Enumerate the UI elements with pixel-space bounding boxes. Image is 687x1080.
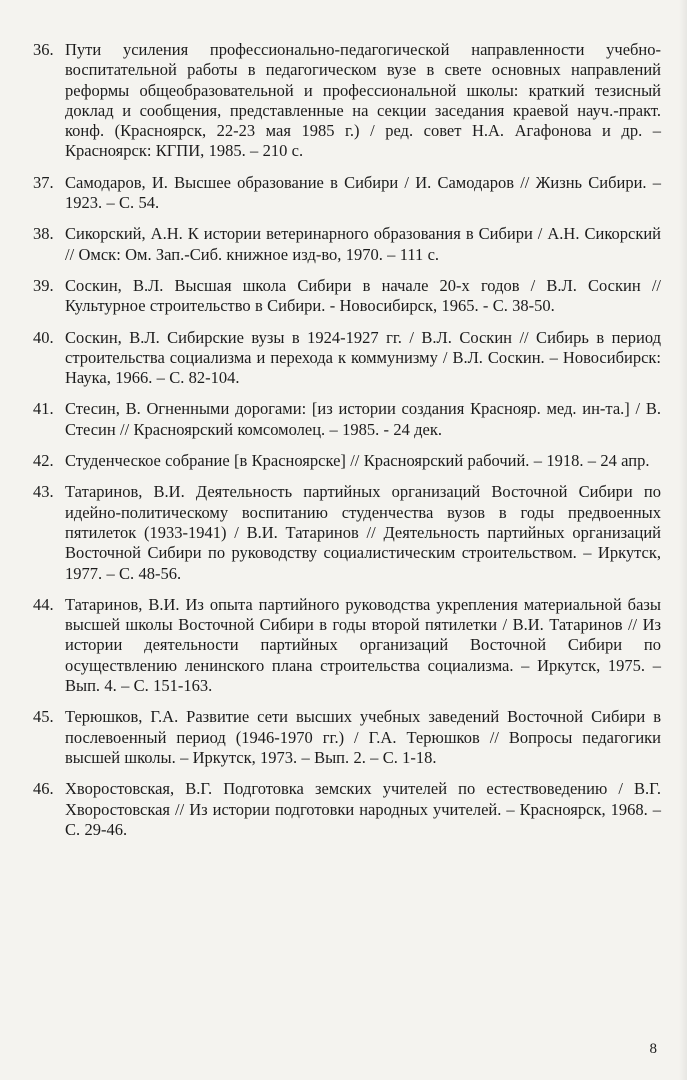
entry-text: Студенческое собрание [в Красноярске] // Красноярский рабочий. – 1918. – 24 апр. xyxy=(65,451,650,471)
entry-number: 44. xyxy=(33,594,54,614)
entry-number: 38. xyxy=(33,224,54,244)
bibliography-entry xyxy=(33,779,661,840)
page-number: 8 xyxy=(649,1041,657,1057)
bibliography-entry xyxy=(33,224,661,265)
entry-number: 42. xyxy=(33,451,54,471)
entry-text: Терюшков, Г.А. Развитие сети высших учебных заведений Восточной Сибири в послевоенный период (1946-1970 гг.) / Г.А. Терюшков // Вопросы педагогики высшей школы. – Иркутск, 1973. – Вып. 2. – С. 1-18. xyxy=(65,707,661,767)
bibliography-entry xyxy=(33,40,661,162)
bibliography-list xyxy=(33,40,661,851)
entry-text: Соскин, В.Л. Высшая школа Сибири в начале 20-х годов / В.Л. Соскин // Культурное строительство в Сибири. - Новосибирск, 1965. - С. 38-50. xyxy=(65,275,661,316)
entry-number: 43. xyxy=(33,482,54,502)
entry-number: 46. xyxy=(33,779,54,799)
entry-number: 37. xyxy=(33,172,54,192)
entry-number: 45. xyxy=(33,707,54,727)
entry-text: Стесин, В. Огненными дорогами: [из истории создания Краснояр. мед. ин-та.] / В. Стесин // Красноярский комсомолец. – 1985. - 24 дек. xyxy=(65,399,661,439)
bibliography-entry xyxy=(33,328,661,389)
entry-text: Татаринов, В.И. Из опыта партийного руководства укрепления материальной базы высшей школы Восточной Сибири в годы второй пятилетки / В.И. Татаринов // Из истории деятельности партийных организаций Восточной Сибири по осуществлению ленинского плана строительства социализма. – Иркутск, 1975. – Вып. 4. – С. 151-163. xyxy=(65,594,661,696)
entry-number: 36. xyxy=(33,40,54,59)
entry-text: Хворостовская, В.Г. Подготовка земских учителей по естествоведению / В.Г. Хворостовская // Из истории подготовки народных учителей. – Красноярск, 1968. – С. 29-46. xyxy=(65,779,661,839)
entry-number: 40. xyxy=(33,327,54,347)
bibliography-entry xyxy=(33,399,661,440)
bibliography-entry xyxy=(33,482,661,583)
entry-number: 41. xyxy=(33,399,54,419)
bibliography-entry xyxy=(33,173,661,214)
entry-text: Татаринов, В.И. Деятельность партийных организаций Восточной Сибири по идейно-политическому воспитанию студенчества вузов в годы предвоенных пятилеток (1933-1941) / В.И. Татаринов // Деятельность партийных организаций Восточной Сибири по руководству социалистическим строительством. – Иркутск, 1977. – С. 48-56. xyxy=(65,482,661,583)
entry-text: Самодаров, И. Высшее образование в Сибири / И. Самодаров // Жизнь Сибири. – 1923. – С. 54. xyxy=(65,172,661,213)
bibliography-entry xyxy=(33,707,661,768)
entry-text: Сикорский, А.Н. К истории ветеринарного образования в Сибири / А.Н. Сикорский // Омск: Ом. Зап.-Сиб. книжное изд-во, 1970. – 111 с. xyxy=(65,224,661,264)
bibliography-entry xyxy=(33,451,661,471)
bibliography-entry xyxy=(33,276,661,317)
page-edge-shadow xyxy=(679,0,687,1080)
entry-number: 39. xyxy=(33,275,54,295)
entry-text: Пути усиления профессионально-педагогической направленности учебно-воспитательной работы в педагогическом вузе в свете основных направлений реформы общеобразовательной и профессиональной школы: краткий тезисный доклад и сообщения, представленные на секции заседания краевой науч.-практ. конф. (Красноярск, 22-23 мая 1985 г.) / ред. совет Н.А. Агафонова и др. – Красноярск: КГПИ, 1985. – 210 с. xyxy=(65,40,661,161)
entry-text: Соскин, В.Л. Сибирские вузы в 1924-1927 гг. / В.Л. Соскин // Сибирь в период строительства социализма и перехода к коммунизму / В.Л. Соскин. – Новосибирск: Наука, 1966. – С. 82-104. xyxy=(65,327,661,388)
bibliography-entry xyxy=(33,595,661,696)
